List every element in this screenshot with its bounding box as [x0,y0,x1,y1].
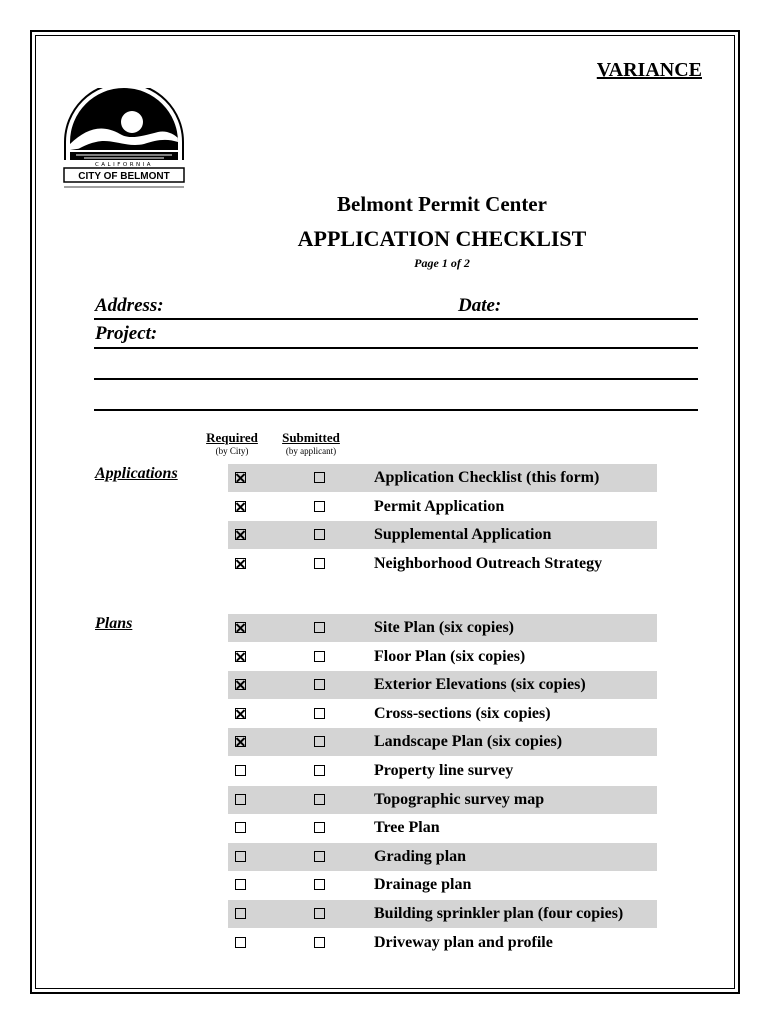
required-checkbox[interactable] [235,651,246,662]
submitted-checkbox[interactable] [314,937,325,948]
project-line-3[interactable] [94,409,698,411]
submitted-checkbox[interactable] [314,472,325,483]
seal-state-text: CALIFORNIA [94,162,154,168]
submitted-checkbox[interactable] [314,736,325,747]
required-checkbox[interactable] [235,822,246,833]
submitted-checkbox[interactable] [314,908,325,919]
form-type-label: VARIANCE [596,59,702,81]
section-title-0: Applications [95,465,178,482]
page-number: Page 1 of 2 [414,256,470,270]
project-line-2[interactable] [94,378,698,380]
checklist-item-label: Site Plan (six copies) [374,619,514,636]
city-of-belmont-seal [62,88,186,194]
submitted-checkbox[interactable] [314,822,325,833]
required-heading: Required [206,430,258,445]
checklist-item-label: Supplemental Application [374,526,552,544]
submitted-heading: Submitted [282,430,340,445]
checklist-row [228,728,657,756]
checklist-item-label: Permit Application [374,497,505,515]
checklist-row [228,843,657,871]
checklist-row [228,671,657,699]
required-checkbox[interactable] [235,501,246,512]
checklist-item-label: Neighborhood Outreach Strategy [374,554,603,572]
required-checkbox[interactable] [235,708,246,719]
checklist-item-label: Grading plan [374,847,467,865]
checklist-title: APPLICATION CHECKLIST [297,226,587,251]
required-column-header [197,430,267,456]
checklist-item-label: Property line survey [374,762,514,779]
checklist-row [228,700,657,728]
checklist-item-label: Cross-sections (six copies) [374,704,551,722]
project-line-1[interactable] [94,347,698,349]
required-checkbox[interactable] [235,736,246,747]
required-checkbox[interactable] [235,908,246,919]
submitted-checkbox[interactable] [314,679,325,690]
required-checkbox[interactable] [235,794,246,805]
checklist-row [228,614,657,642]
permit-center-title: Belmont Permit Center [337,192,547,216]
date-label: Date: [458,295,502,316]
submitted-checkbox[interactable] [314,708,325,719]
submitted-checkbox[interactable] [314,529,325,540]
checklist-row [228,871,657,899]
checklist-item-label: Building sprinkler plan (four copies) [374,905,624,922]
checklist-item-label: Drainage plan [374,876,472,894]
required-checkbox[interactable] [235,558,246,569]
submitted-checkbox[interactable] [314,651,325,662]
checklist-row [228,786,657,814]
section-title-1: Plans [95,615,133,632]
submitted-subheading: (by applicant) [285,446,337,456]
required-checkbox[interactable] [235,622,246,633]
checklist-row [228,900,657,928]
required-checkbox[interactable] [235,679,246,690]
required-checkbox[interactable] [235,529,246,540]
checklist-row [228,814,657,842]
submitted-column-header [271,430,351,456]
checklist-item-label: Floor Plan (six copies) [374,647,526,665]
required-subheading: (by City) [215,446,249,456]
checklist-row [228,643,657,671]
checklist-item-label: Landscape Plan (six copies) [374,733,563,751]
required-checkbox[interactable] [235,472,246,483]
submitted-checkbox[interactable] [314,622,325,633]
checklist-item-label: Tree Plan [374,819,440,837]
submitted-checkbox[interactable] [314,558,325,569]
address-label: Address: [95,295,164,316]
checklist-item-label: Application Checklist (this form) [374,469,600,486]
checklist-item-label: Exterior Elevations (six copies) [374,676,586,694]
project-label: Project: [95,323,158,344]
checklist-row [228,929,657,957]
required-checkbox[interactable] [235,937,246,948]
submitted-checkbox[interactable] [314,765,325,776]
required-checkbox[interactable] [235,765,246,776]
submitted-checkbox[interactable] [314,794,325,805]
submitted-checkbox[interactable] [314,879,325,890]
address-date-line[interactable] [94,318,698,320]
checklist-item-label: Topographic survey map [374,790,545,808]
required-checkbox[interactable] [235,879,246,890]
checklist-row [228,550,657,578]
checklist-row [228,521,657,549]
checklist-row [228,757,657,785]
checklist-row [228,493,657,521]
checklist-row [228,464,657,492]
required-checkbox[interactable] [235,851,246,862]
submitted-checkbox[interactable] [314,851,325,862]
checklist-item-label: Driveway plan and profile [374,933,553,951]
submitted-checkbox[interactable] [314,501,325,512]
seal-city-text: CITY OF BELMONT [78,171,170,182]
